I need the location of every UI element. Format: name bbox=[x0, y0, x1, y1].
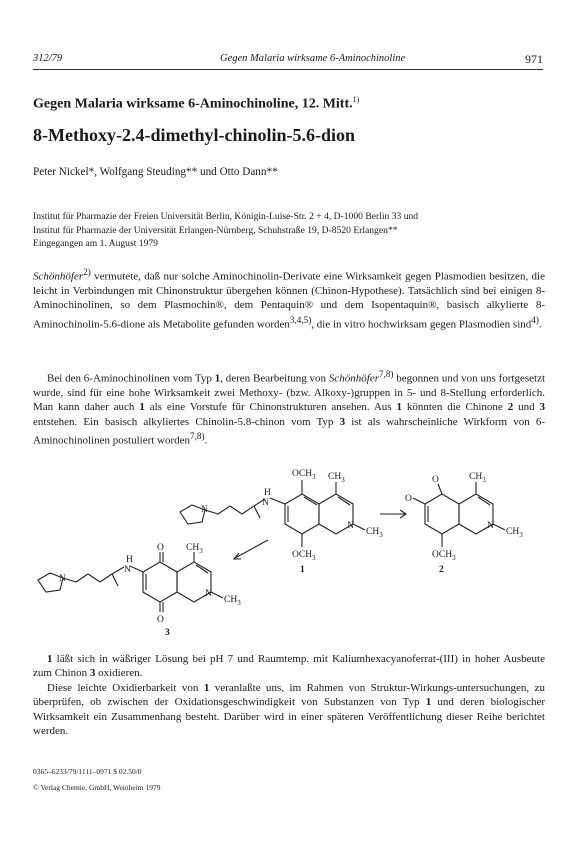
atom-label: O bbox=[157, 543, 164, 553]
paragraph-text: läßt sich in wäßriger Lösung bei pH 7 und Raumtemp. mit Kaliumhexacyanoferrat-(III) in hoher Ausbeute zum Chinon bbox=[33, 653, 545, 680]
affiliation bbox=[33, 210, 545, 251]
atom-label: N bbox=[59, 574, 66, 584]
compound-ref: 1 bbox=[47, 653, 53, 665]
paragraph-text: . bbox=[204, 434, 208, 447]
authors: Peter Nickel*, Wolfgang Steuding** und Otto Dann** bbox=[33, 166, 278, 178]
atom-label: $CH_3$ bbox=[469, 472, 486, 484]
bond bbox=[270, 498, 285, 504]
copyright: © Verlag Chemie, GmbH, Weinheim 1979 bbox=[33, 783, 161, 792]
atom-label: $OCH_3$ bbox=[292, 550, 316, 562]
affiliation-line-1: Institut für Pharmazie der Freien Universität Berlin, Königin-Luise-Str. 2 + 4, D-1000 Berlin 33 und bbox=[33, 211, 419, 222]
atom-label: N bbox=[262, 498, 269, 508]
paragraph-2 bbox=[33, 367, 545, 448]
received-date: Eingegangen am 1. August 1979 bbox=[33, 238, 158, 250]
bond bbox=[76, 574, 88, 582]
atom-label: $OCH_3$ bbox=[292, 469, 316, 481]
series-title bbox=[33, 95, 543, 113]
paragraph-text: begonnen und von uns fortgesetzt wurde, sind für eine hohe Wirksamkeit zwei Methoxy- (bzw. Alkoxy-)gruppen in 5- und 8-Stellung erforderlich. Man kann daher auch bbox=[33, 372, 546, 414]
paragraph-text: veranlaßte uns, im Rahmen von Struktur-Wirkungs-untersuchungen, zu überprüfen, ob zwischen der Oxidationsgeschwindigkeit von Substanzen von Typ bbox=[33, 681, 545, 709]
bond bbox=[218, 506, 230, 514]
atom-label: O bbox=[405, 494, 412, 504]
bond bbox=[254, 506, 260, 518]
atom-label: $CH_3$ bbox=[224, 595, 241, 607]
paragraph-text: könnten die Chinone bbox=[401, 401, 508, 414]
atom-label: $CH_3$ bbox=[366, 527, 383, 539]
author-citation: Schönhöfer bbox=[33, 270, 84, 283]
series-footnote-mark: 1) bbox=[352, 95, 360, 104]
atom-label: N bbox=[201, 505, 208, 515]
compound-ref: 3 bbox=[89, 667, 96, 680]
affiliation-line-2: Institut für Pharmazie der Universität Erlangen-Nürnberg, Schuhstraße 19, D-8520 Erlangen** bbox=[33, 224, 398, 236]
header-series: Gegen Malaria wirksame 6-Aminochinoline bbox=[220, 53, 406, 64]
bond bbox=[438, 484, 442, 494]
bond bbox=[112, 574, 118, 586]
bond bbox=[88, 574, 100, 582]
atom-label: O bbox=[432, 475, 439, 485]
compound-ref: 1 bbox=[139, 401, 145, 414]
paragraph-text: ist als wahrscheinliche Wirkform von 6-Aminochinolinen postuliert worden bbox=[33, 415, 546, 447]
paragraph-text: vermutete, daß nur solche Aminochinolin-Derivate eine Wirksamkeit gegen Plasmodien besitzen, die leicht in Verbindungen mit Chinonstruktur übergehen können (Chinon-Hypothese). Tatsächlich sind bei einigen 8-Aminochinolinen, so dem Plasmochin®, dem Pentaquin® und dem Isopentaquin®, basisch alkylierte 8-Aminochinolin-5.6-dione als Metabolite gefunden worden bbox=[33, 270, 545, 331]
compound-ref: 1 bbox=[396, 401, 402, 414]
paragraph-text: und bbox=[513, 401, 540, 414]
quinone-ring-2 bbox=[425, 494, 459, 534]
ref-mark: 7,8) bbox=[378, 369, 394, 379]
series-title-text: Gegen Malaria wirksame 6-Aminochinoline, 12. Mitt. bbox=[33, 96, 353, 112]
atom-label: $OCH_3$ bbox=[432, 550, 456, 562]
atom-label: O bbox=[157, 615, 164, 625]
bond bbox=[130, 566, 143, 572]
paragraph-text: oxidieren. bbox=[95, 667, 143, 680]
paragraph-text: entstehen. Ein basisch alkyliertes Chinolin-5.8-chinon vom Typ bbox=[33, 415, 340, 428]
benzene-ring-1 bbox=[285, 494, 319, 534]
compound-label-3: 3 bbox=[165, 628, 170, 638]
paragraph-text: , die in vitro hochwirksam gegen Plasmodien sind bbox=[311, 318, 532, 331]
ref-mark: 2) bbox=[83, 267, 91, 277]
ref-mark: 3,4,5) bbox=[289, 314, 312, 325]
bond bbox=[112, 567, 124, 574]
compound-ref: 3 bbox=[539, 401, 546, 414]
bond bbox=[242, 506, 254, 514]
ref-mark: 7,8) bbox=[190, 431, 205, 442]
compound-ref: 1 bbox=[203, 681, 210, 694]
bond bbox=[493, 524, 505, 530]
bond bbox=[413, 498, 425, 504]
bond bbox=[100, 574, 112, 582]
bond bbox=[353, 524, 365, 530]
paragraph-1 bbox=[33, 265, 545, 332]
paragraph-text: Diese leichte Oxidierbarkeit von bbox=[47, 681, 204, 694]
bond bbox=[230, 506, 242, 514]
compound-ref: 2 bbox=[507, 401, 514, 414]
atom-label: N bbox=[124, 565, 131, 575]
compound-ref: 1 bbox=[425, 696, 432, 709]
compound-label-1: 1 bbox=[300, 565, 305, 575]
atom-label: $CH_3$ bbox=[328, 472, 345, 484]
atom-label: H bbox=[264, 488, 271, 498]
atom-label: $CH_3$ bbox=[186, 543, 203, 555]
page-number: 971 bbox=[525, 52, 543, 66]
paragraph-text: . bbox=[538, 318, 542, 331]
bond bbox=[304, 497, 317, 505]
paragraph-text: Bei den 6-Aminochinolinen vom Typ bbox=[47, 372, 215, 385]
atom-label: $CH_3$ bbox=[506, 527, 523, 539]
quinone-ring-3 bbox=[143, 562, 177, 602]
atom-label: N bbox=[487, 521, 494, 531]
atom-label: H bbox=[126, 555, 133, 565]
header-issue: 312/79 bbox=[33, 53, 63, 64]
ref-mark: 4) bbox=[531, 314, 539, 325]
compound-ref: 3 bbox=[339, 415, 346, 428]
compound-label-2: 2 bbox=[439, 565, 444, 575]
paragraph-3 bbox=[33, 652, 545, 738]
paragraph-text: als eine Vorstufe für Chinonstrukturen ansehen. Aus bbox=[144, 401, 397, 414]
atom-label: N bbox=[347, 521, 354, 531]
article-title: 8-Methoxy-2.4-dimethyl-chinolin-5.6-dion bbox=[33, 125, 355, 145]
paragraph-text: , deren Bearbeitung von bbox=[220, 372, 329, 385]
bond bbox=[211, 592, 223, 598]
arrow-head bbox=[234, 553, 241, 559]
reaction-scheme bbox=[30, 462, 550, 640]
author-citation: Schönhöfer bbox=[328, 372, 379, 385]
compound-ref: 1 bbox=[214, 372, 221, 385]
issn-code: 0365–6233/79/1111–0971 $ 02.50/0 bbox=[33, 767, 142, 776]
running-header bbox=[33, 53, 543, 70]
reaction-arrow-down bbox=[235, 540, 268, 558]
paragraph-text: und deren biologischer Wirksamkeit ein Zusammenhang besteht. Darüber wird in einer späteren Veröffentlichung dieser Reihe berichtet werden. bbox=[33, 696, 546, 738]
atom-label: N bbox=[205, 589, 212, 599]
